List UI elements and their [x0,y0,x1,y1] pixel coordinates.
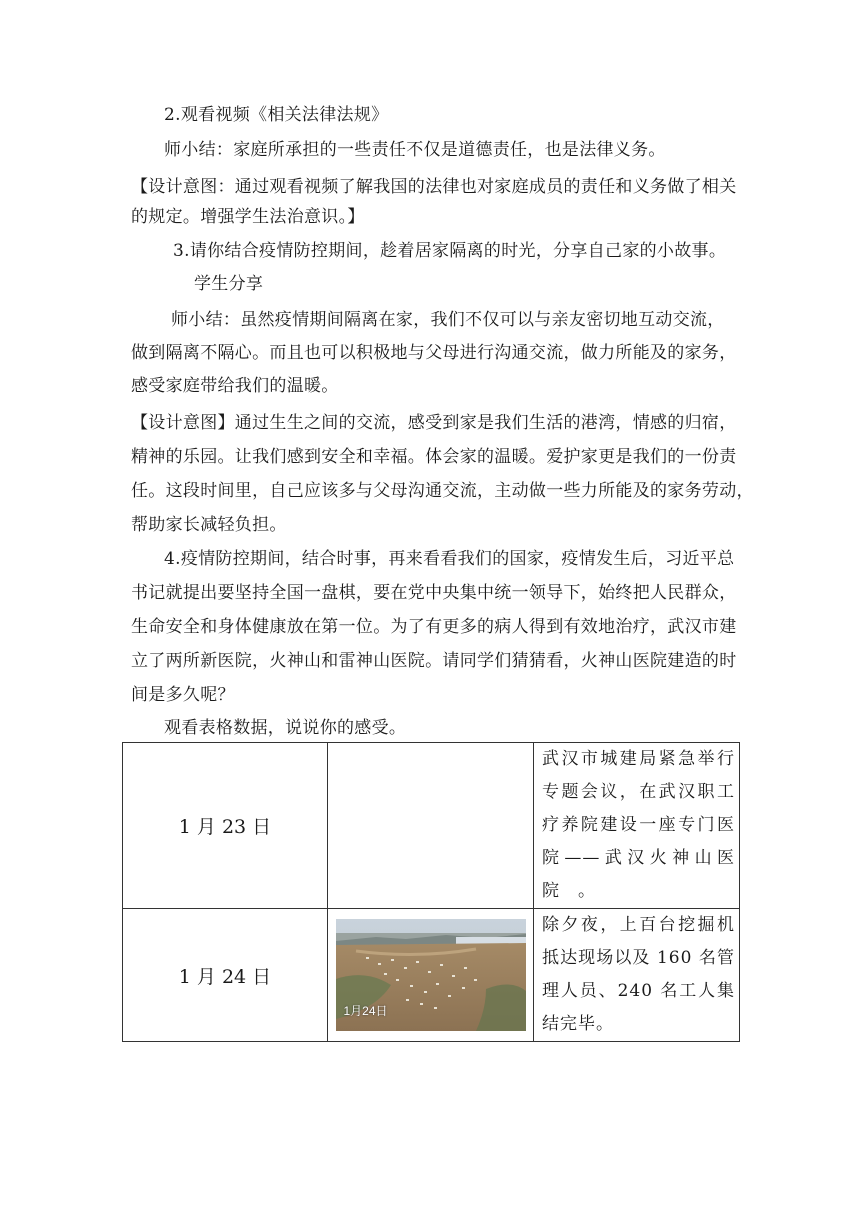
image-cell [328,909,534,1042]
section3-summary-line3: 感受家庭带给我们的温暖。 [131,376,339,396]
date-text: 1 月 24 日 [178,965,272,988]
section2-design-intent-line2: 的规定。增强学生法治意识。】 [131,207,365,227]
section4-line3: 生命安全和身体健康放在第一位。为了有更多的病人得到有效地治疗，武汉市建 [131,617,737,637]
date-cell [123,909,328,1042]
empty-image-cell [328,743,534,909]
table-intro: 观看表格数据，说说你的感受。 [164,718,407,738]
section2-summary: 师小结：家庭所承担的一些责任不仅是道德责任，也是法律义务。 [164,140,666,160]
section3-design-intent-line4: 帮助家长减轻负担。 [131,515,287,535]
student-share-label: 学生分享 [194,274,264,294]
section3-design-intent-line1: 【设计意图】通过生生之间的交流，感受到家是我们生活的港湾，情感的归宿， [131,413,737,433]
section4-line5: 间是多久呢？ [131,685,235,705]
date-text: 1 月 23 日 [178,816,272,838]
description-text: 武汉市城建局紧急举行专题会议，在武汉职工疗养院建设一座专门医院——武汉火神山医院 。 [542,749,735,901]
section4-line1: 4.疫情防控期间，结合时事，再来看看我们的国家，疫情发生后，习近平总 [164,549,735,569]
table-row [123,909,740,1042]
section4-line4: 立了两所新医院，火神山和雷神山医院。请同学们猜猜看，火神山医院建造的时 [131,651,737,671]
timeline-table [122,742,740,1042]
section3-summary-line1: 师小结：虽然疫情期间隔离在家，我们不仅可以与亲友密切地互动交流， [171,310,725,330]
photo-caption: 1月24日 [343,1004,388,1018]
table-row [123,743,740,909]
construction-site-photo [336,919,526,1031]
section3-design-intent-line3: 任。这段时间里，自己应该多与父母沟通交流，主动做一些力所能及的家务劳动， [131,481,754,501]
description-text: 除夕夜，上百台挖掘机抵达现场以及 160 名管理人员、240 名工人集结完毕。 [542,915,735,1034]
description-cell [534,909,740,1042]
section3-heading: 3.请你结合疫情防控期间，趁着居家隔离的时光，分享自己家的小故事。 [173,241,727,261]
date-cell [123,743,328,909]
description-cell [534,743,740,909]
section4-line2: 书记就提出要坚持全国一盘棋，要在党中央集中统一领导下，始终把人民群众， [131,583,737,603]
section2-heading: 2.观看视频《相关法律法规》 [164,105,389,125]
section3-summary-line2: 做到隔离不隔心。而且也可以积极地与父母进行沟通交流，做力所能及的家务， [131,343,737,363]
section3-design-intent-line2: 精神的乐园。让我们感到安全和幸福。体会家的温暖。爱护家更是我们的一份责 [131,447,737,467]
section2-design-intent-line1: 【设计意图：通过观看视频了解我国的法律也对家庭成员的责任和义务做了相关 [131,177,737,197]
